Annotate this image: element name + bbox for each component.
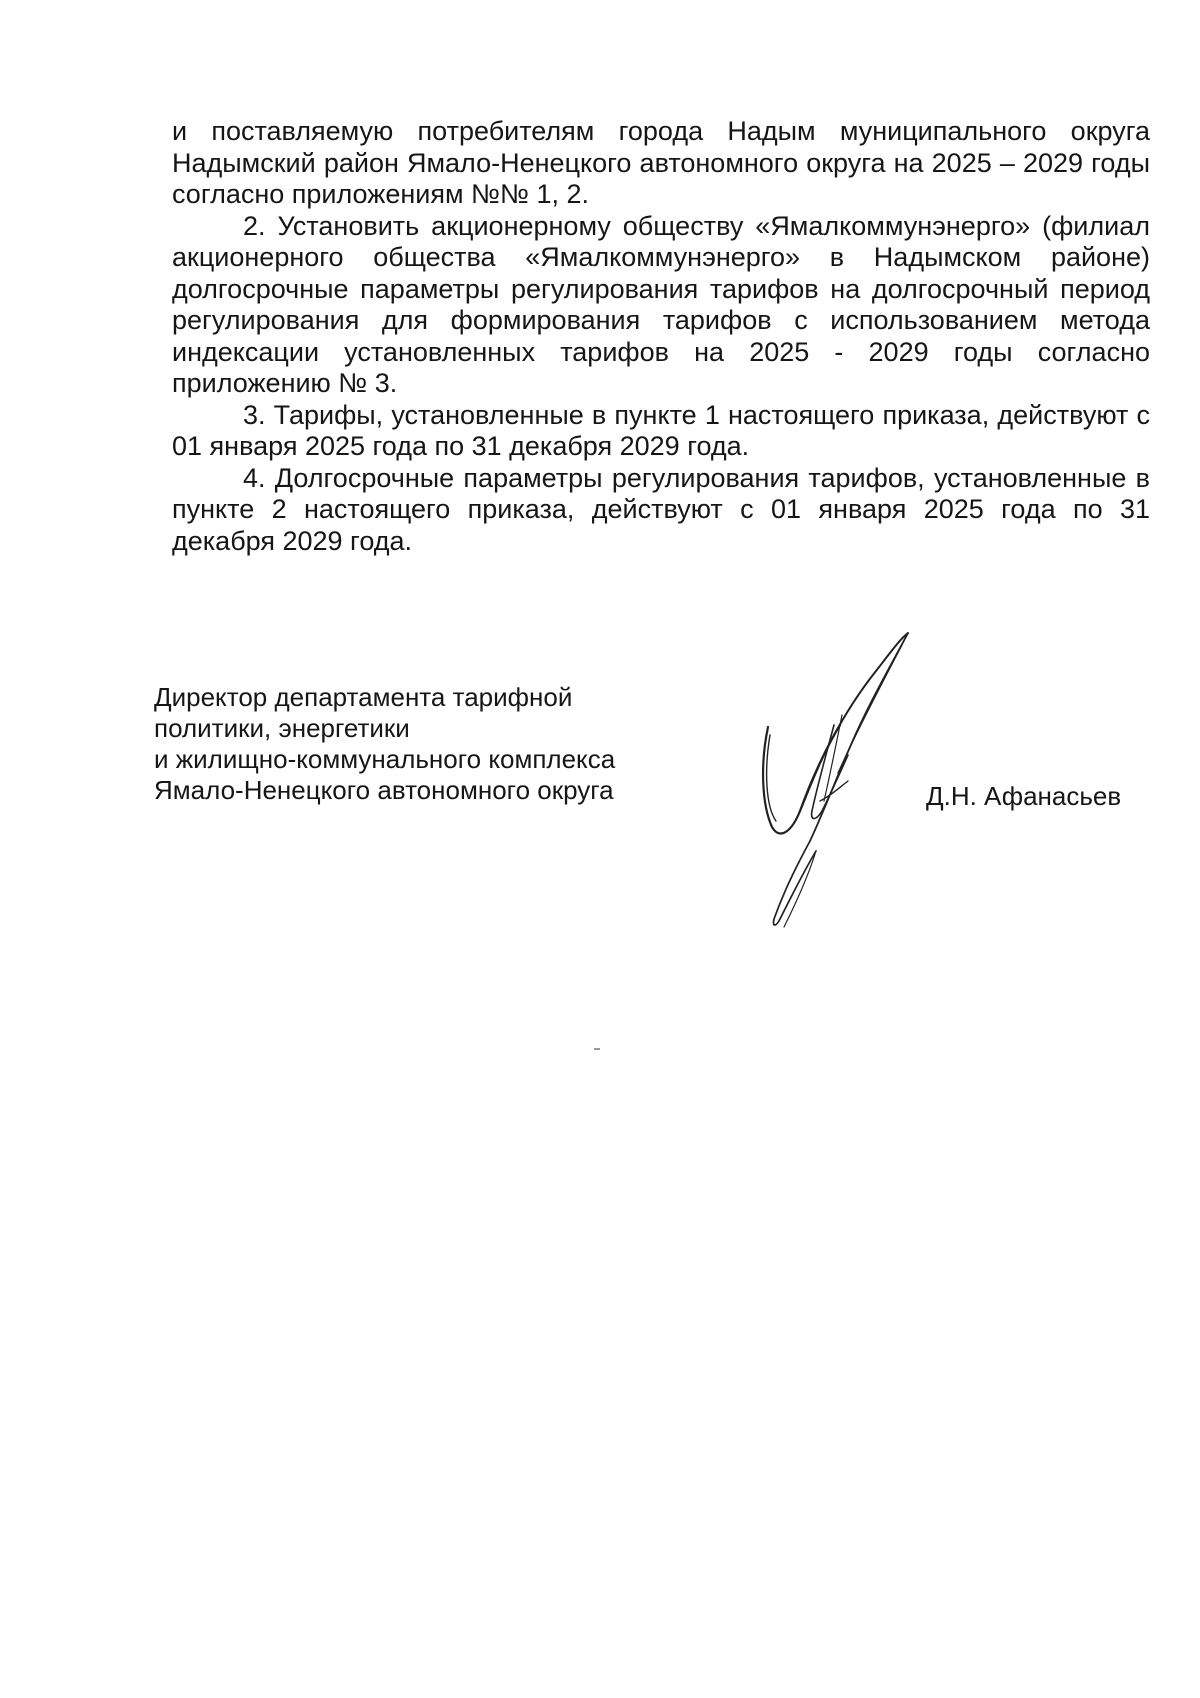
position-line-1: Директор департамента тарифной	[154, 682, 573, 712]
signatory-name: Д.Н. Афанасьев	[926, 781, 1122, 811]
paragraph-item-3: 3. Тарифы, установленные в пункте 1 настоящего приказа, действуют с 01 января 2025 года по 31 декабря 2029 года.	[172, 399, 1150, 461]
signatory-position	[154, 682, 694, 806]
handwritten-signature-icon	[740, 615, 950, 935]
paragraph-item-4: 4. Долгосрочные параметры регулирования тарифов, установленные в пункте 2 настоящего приказа, действуют с 01 января 2025 года по 31 декабря 2029 года.	[172, 462, 1150, 556]
position-line-4: Ямало-Ненецкого автономного округа	[154, 775, 614, 805]
scan-artifact	[594, 1048, 600, 1050]
paragraph-continuation: и поставляемую потребителям города Надым муниципального округа Надымский район Ямало-Ненецкого автономного округа на 2025 – 2029 годы согласно приложениям №№ 1, 2.	[172, 116, 1150, 209]
paragraph-item-2: 2. Установить акционерному обществу «Ямалкоммунэнерго» (филиал акционерного общества «Ямалкоммунэнерго» в Надымском районе) долгосрочные параметры регулирования тарифов на долгосрочный период регулирования для формирования тарифов с использованием метода индексации установленных тарифов на 2025 - 2029 годы согласно приложению № 3.	[172, 210, 1150, 398]
position-line-3: и жилищно-коммунального комплекса	[154, 744, 616, 774]
position-line-2: политики, энергетики	[154, 713, 410, 743]
document-body	[172, 116, 1150, 557]
